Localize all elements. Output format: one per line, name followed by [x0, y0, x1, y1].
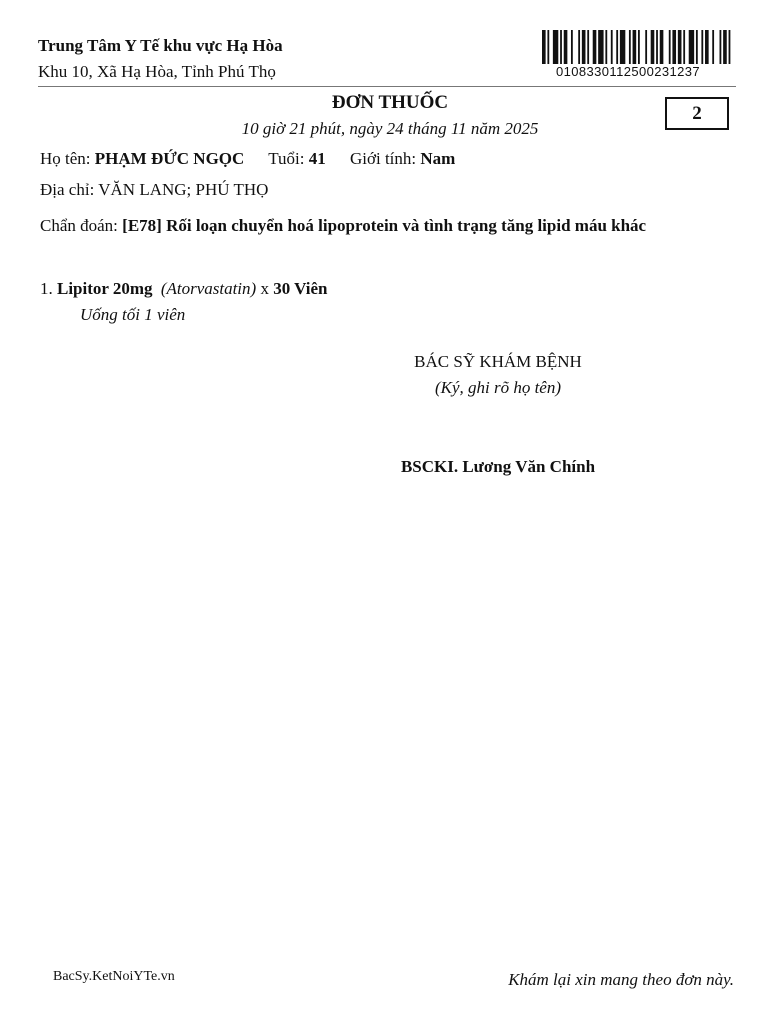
patient-age: 41	[308, 149, 326, 168]
barcode-bar	[578, 30, 580, 64]
barcode-bar	[696, 30, 698, 64]
clinic-name: Trung Tâm Y Tế khu vực Hạ Hòa	[38, 36, 283, 55]
document-title: ĐƠN THUỐC	[331, 92, 449, 113]
diagnosis-text: [E78] Rối loạn chuyển hoá lipoprotein và tình trạng tăng lipid máu khác	[122, 216, 647, 235]
barcode-bar	[729, 30, 731, 64]
gender-label: Giới tính:	[349, 149, 417, 168]
signature-title: BÁC SỸ KHÁM BỆNH	[414, 352, 582, 371]
barcode-bar	[645, 30, 647, 64]
barcode-bar	[587, 30, 589, 64]
drug-instruction: Uống tối 1 viên	[80, 305, 186, 324]
barcode-bar	[705, 30, 709, 64]
footer-note: Khám lại xin mang theo đơn này.	[508, 970, 734, 989]
barcode-bar	[656, 30, 658, 64]
barcode-bar	[620, 30, 625, 64]
barcode-bar	[633, 30, 637, 64]
patient-info-row	[40, 149, 455, 169]
document-datetime: 10 giờ 21 phút, ngày 24 tháng 11 năm 2025	[241, 119, 539, 138]
barcode-bar	[651, 30, 655, 64]
barcode-bar	[678, 30, 682, 64]
drug-generic: (Atorvastatin)	[160, 279, 257, 298]
barcode-bar	[611, 30, 613, 64]
footer-site: BacSy.KetNoiYTe.vn	[53, 969, 175, 984]
age-label: Tuổi:	[268, 149, 305, 168]
barcode-bar	[669, 30, 671, 64]
patient-name: PHẠM ĐỨC NGỌC	[94, 149, 245, 168]
barcode-bar	[553, 30, 558, 64]
barcode-bar	[598, 30, 603, 64]
signature-note: (Ký, ghi rõ họ tên)	[434, 378, 562, 397]
barcode-bar	[593, 30, 597, 64]
barcode-bar	[638, 30, 640, 64]
barcode-bar	[582, 30, 586, 64]
barcode-bar	[547, 30, 549, 64]
barcode-bar	[660, 30, 664, 64]
barcode-bar	[542, 30, 546, 64]
barcode-number: 0108330112500231237	[556, 64, 701, 79]
item-index: 1.	[40, 279, 53, 298]
barcode-bar	[605, 30, 607, 64]
prescription-item	[40, 279, 328, 299]
address-label: Địa chỉ:	[40, 180, 95, 199]
patient-address-row	[40, 180, 268, 200]
barcode-bar	[564, 30, 568, 64]
diagnosis-label: Chẩn đoán:	[40, 216, 118, 235]
barcode-bar	[560, 30, 562, 64]
diagnosis-row	[40, 210, 720, 241]
drug-quantity: 30 Viên	[273, 279, 328, 298]
patient-address: VĂN LANG; PHÚ THỌ	[98, 180, 269, 199]
barcode-bar	[616, 30, 618, 64]
name-label: Họ tên:	[40, 149, 91, 168]
barcode-bar	[683, 30, 685, 64]
barcode-bar	[723, 30, 727, 64]
barcode-bar	[720, 30, 722, 64]
drug-times: x	[260, 279, 269, 298]
clinic-address: Khu 10, Xã Hạ Hòa, Tỉnh Phú Thọ	[38, 62, 276, 81]
header-divider	[38, 86, 736, 87]
barcode-bar	[672, 30, 676, 64]
barcode-bar	[701, 30, 703, 64]
barcode	[542, 30, 734, 64]
barcode-bar	[629, 30, 631, 64]
barcode-bar	[712, 30, 714, 64]
doctor-name: BSCKI. Lương Văn Chính	[400, 457, 596, 476]
drug-name: Lipitor 20mg	[57, 279, 153, 298]
patient-gender: Nam	[420, 149, 456, 168]
barcode-bar	[571, 30, 573, 64]
copy-number-box	[665, 97, 729, 130]
copy-number: 2	[692, 102, 702, 124]
barcode-bar	[689, 30, 694, 64]
